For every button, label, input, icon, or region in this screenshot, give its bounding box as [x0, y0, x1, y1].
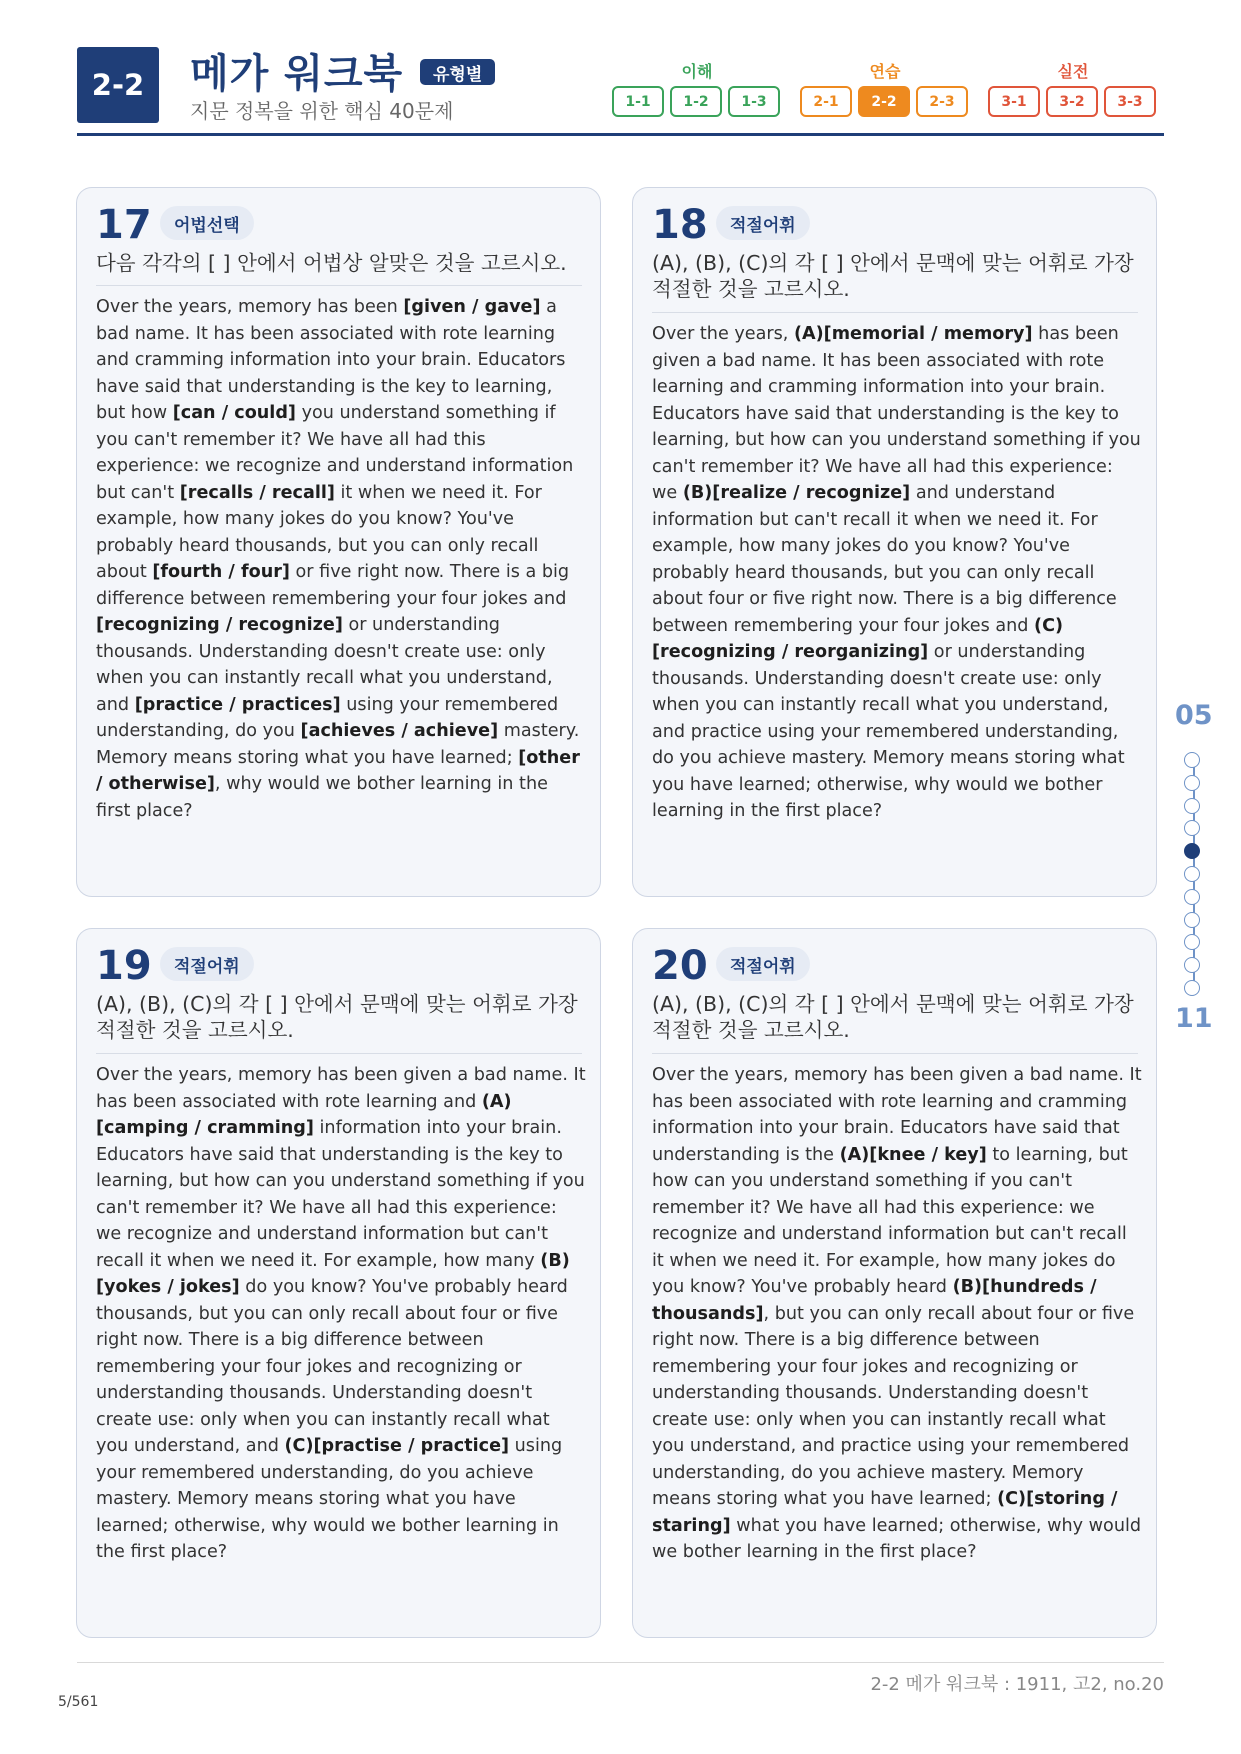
question-type-tag: 어법선택 — [160, 206, 254, 240]
level-button-2-3[interactable]: 2-3 — [916, 86, 968, 117]
type-tag: 유형별 — [420, 59, 495, 85]
card-divider — [96, 285, 582, 286]
question-instruction: 다음 각각의 [ ] 안에서 어법상 알맞은 것을 고르시오. — [96, 251, 567, 275]
level-button-3-2[interactable]: 3-2 — [1046, 86, 1098, 117]
level-button-3-1[interactable]: 3-1 — [988, 86, 1040, 117]
card-divider — [96, 1053, 582, 1054]
level-button-1-1[interactable]: 1-1 — [612, 86, 664, 117]
side-nav-start: 05 — [1175, 700, 1213, 731]
section-badge: 2-2 — [77, 47, 159, 123]
question-card-19 — [76, 928, 601, 1638]
question-number: 19 — [96, 943, 152, 989]
question-instruction: (A), (B), (C)의 각 [ ] 안에서 문맥에 맞는 어휘로 가장 적절한 것을 고르시오. — [652, 251, 1134, 301]
level-label: 이해 — [681, 62, 713, 81]
question-card-17 — [76, 187, 601, 897]
question-number: 20 — [652, 943, 708, 989]
page-title: 메가 워크북 — [190, 51, 404, 97]
side-nav-dot[interactable] — [1184, 889, 1200, 905]
question-type-tag: 적절어휘 — [716, 947, 810, 981]
question-passage: Over the years, memory has been given a bad name. It has been associated with rote learning and cramming information into your brain. Educators have said that understanding is the (A)[knee / key] to learning, but how can you understand something if you can't remember it? We have all had this experience: we recognize and understand information but can't recall it when we need it. For example, how many jokes do you know? You've probably heard (B)[hundreds / thousands], but you can only recall about four or five right now. There is a big difference between remembering your four jokes and recognizing or understanding thousands. Understanding doesn't create use: only when you can instantly recall what you understand, and practice using your remembered understanding, do you achieve mastery. Memory means storing what you have learned; (C)[storing / staring] what you have learned; otherwise, why would we bother learning in the first place? — [652, 1065, 1142, 1562]
question-passage: Over the years, memory has been [given / gave] a bad name. It has been associated with rote learning and cramming information into your brain. Educators have said that understanding is the key to learning, but how [can / could] you understand something if you can't remember it? We have all had this experience: we recognize and understand information but can't [recalls / recall] it when we need it. For example, how many jokes do you know? You've probably heard thousands, but you can only recall about [fourth / four] or five right now. There is a big difference between remembering your four jokes and [recognizing / recognize] or understanding thousands. Understanding doesn't create use: only when you can instantly recall what you understand, and [practice / practices] using your remembered understanding, do you [achieves / achieve] mastery. Memory means storing what you have learned; [other / otherwise], why would we bother learning in the first place? — [96, 297, 580, 821]
question-passage: Over the years, (A)[memorial / memory] has been given a bad name. It has been associated with rote learning and cramming information into your brain. Educators have said that understanding is the key to learning, but how can you understand something if you can't remember it? We have all had this experience: we (B)[realize / recognize] and understand information but can't recall it when we need it. For example, how many jokes do you know? You've probably heard thousands, but you can only recall about four or five right now. There is a big difference between remembering your four jokes and (C)[recognizing / reorganizing] or understanding thousands. Understanding doesn't create use: only when you can instantly recall what you understand, and practice using your remembered understanding, do you achieve mastery. Memory means storing what you have learned; otherwise, why would we bother learning in the first place? — [652, 324, 1141, 821]
footer-source: 2-2 메가 워크북 : 1911, 고2, no.20 — [870, 1674, 1164, 1695]
question-number: 18 — [652, 202, 708, 248]
side-nav-dot[interactable] — [1184, 866, 1200, 882]
level-button-1-2[interactable]: 1-2 — [670, 86, 722, 117]
header-divider — [77, 133, 1164, 136]
side-nav-dot[interactable] — [1184, 775, 1200, 791]
level-button-2-2[interactable]: 2-2 — [858, 86, 910, 117]
side-nav-dot[interactable] — [1184, 843, 1200, 859]
side-nav-dot[interactable] — [1184, 798, 1200, 814]
question-passage: Over the years, memory has been given a bad name. It has been associated with rote learning and (A)[camping / cramming] information into your brain. Educators have said that understanding is the key to learning, but how can you understand something if you can't remember it? We have all had this experience: we recognize and understand information but can't recall it when we need it. For example, how many (B)[yokes / jokes] do you know? You've probably heard thousands, but you can only recall about four or five right now. There is a big difference between remembering your four jokes and recognizing or understanding thousands. Understanding doesn't create use: only when you can instantly recall what you understand, and (C)[practise / practice] using your remembered understanding, do you achieve mastery. Memory means storing what you have learned; otherwise, why would we bother learning in the first place? — [96, 1065, 586, 1562]
question-card-20 — [632, 928, 1157, 1638]
side-nav-dot[interactable] — [1184, 980, 1200, 996]
level-label: 실전 — [1057, 62, 1089, 81]
page-subtitle: 지문 정복을 위한 핵심 40문제 — [190, 99, 454, 123]
question-instruction: (A), (B), (C)의 각 [ ] 안에서 문맥에 맞는 어휘로 가장 적절한 것을 고르시오. — [652, 992, 1134, 1042]
question-card-18 — [632, 187, 1157, 897]
level-button-1-3[interactable]: 1-3 — [728, 86, 780, 117]
side-nav-end: 11 — [1175, 1003, 1213, 1034]
question-type-tag: 적절어휘 — [160, 947, 254, 981]
level-button-2-1[interactable]: 2-1 — [800, 86, 852, 117]
level-label: 연습 — [869, 62, 901, 81]
card-divider — [652, 312, 1138, 313]
page-number: 5/561 — [58, 1694, 99, 1710]
side-nav-dot[interactable] — [1184, 820, 1200, 836]
question-type-tag: 적절어휘 — [716, 206, 810, 240]
side-nav-dot[interactable] — [1184, 957, 1200, 973]
question-instruction: (A), (B), (C)의 각 [ ] 안에서 문맥에 맞는 어휘로 가장 적절한 것을 고르시오. — [96, 992, 578, 1042]
question-number: 17 — [96, 202, 152, 248]
side-nav-dot[interactable] — [1184, 934, 1200, 950]
side-nav-dot[interactable] — [1184, 752, 1200, 768]
footer-divider — [77, 1662, 1164, 1663]
level-button-3-3[interactable]: 3-3 — [1104, 86, 1156, 117]
side-nav-dot[interactable] — [1184, 912, 1200, 928]
card-divider — [652, 1053, 1138, 1054]
